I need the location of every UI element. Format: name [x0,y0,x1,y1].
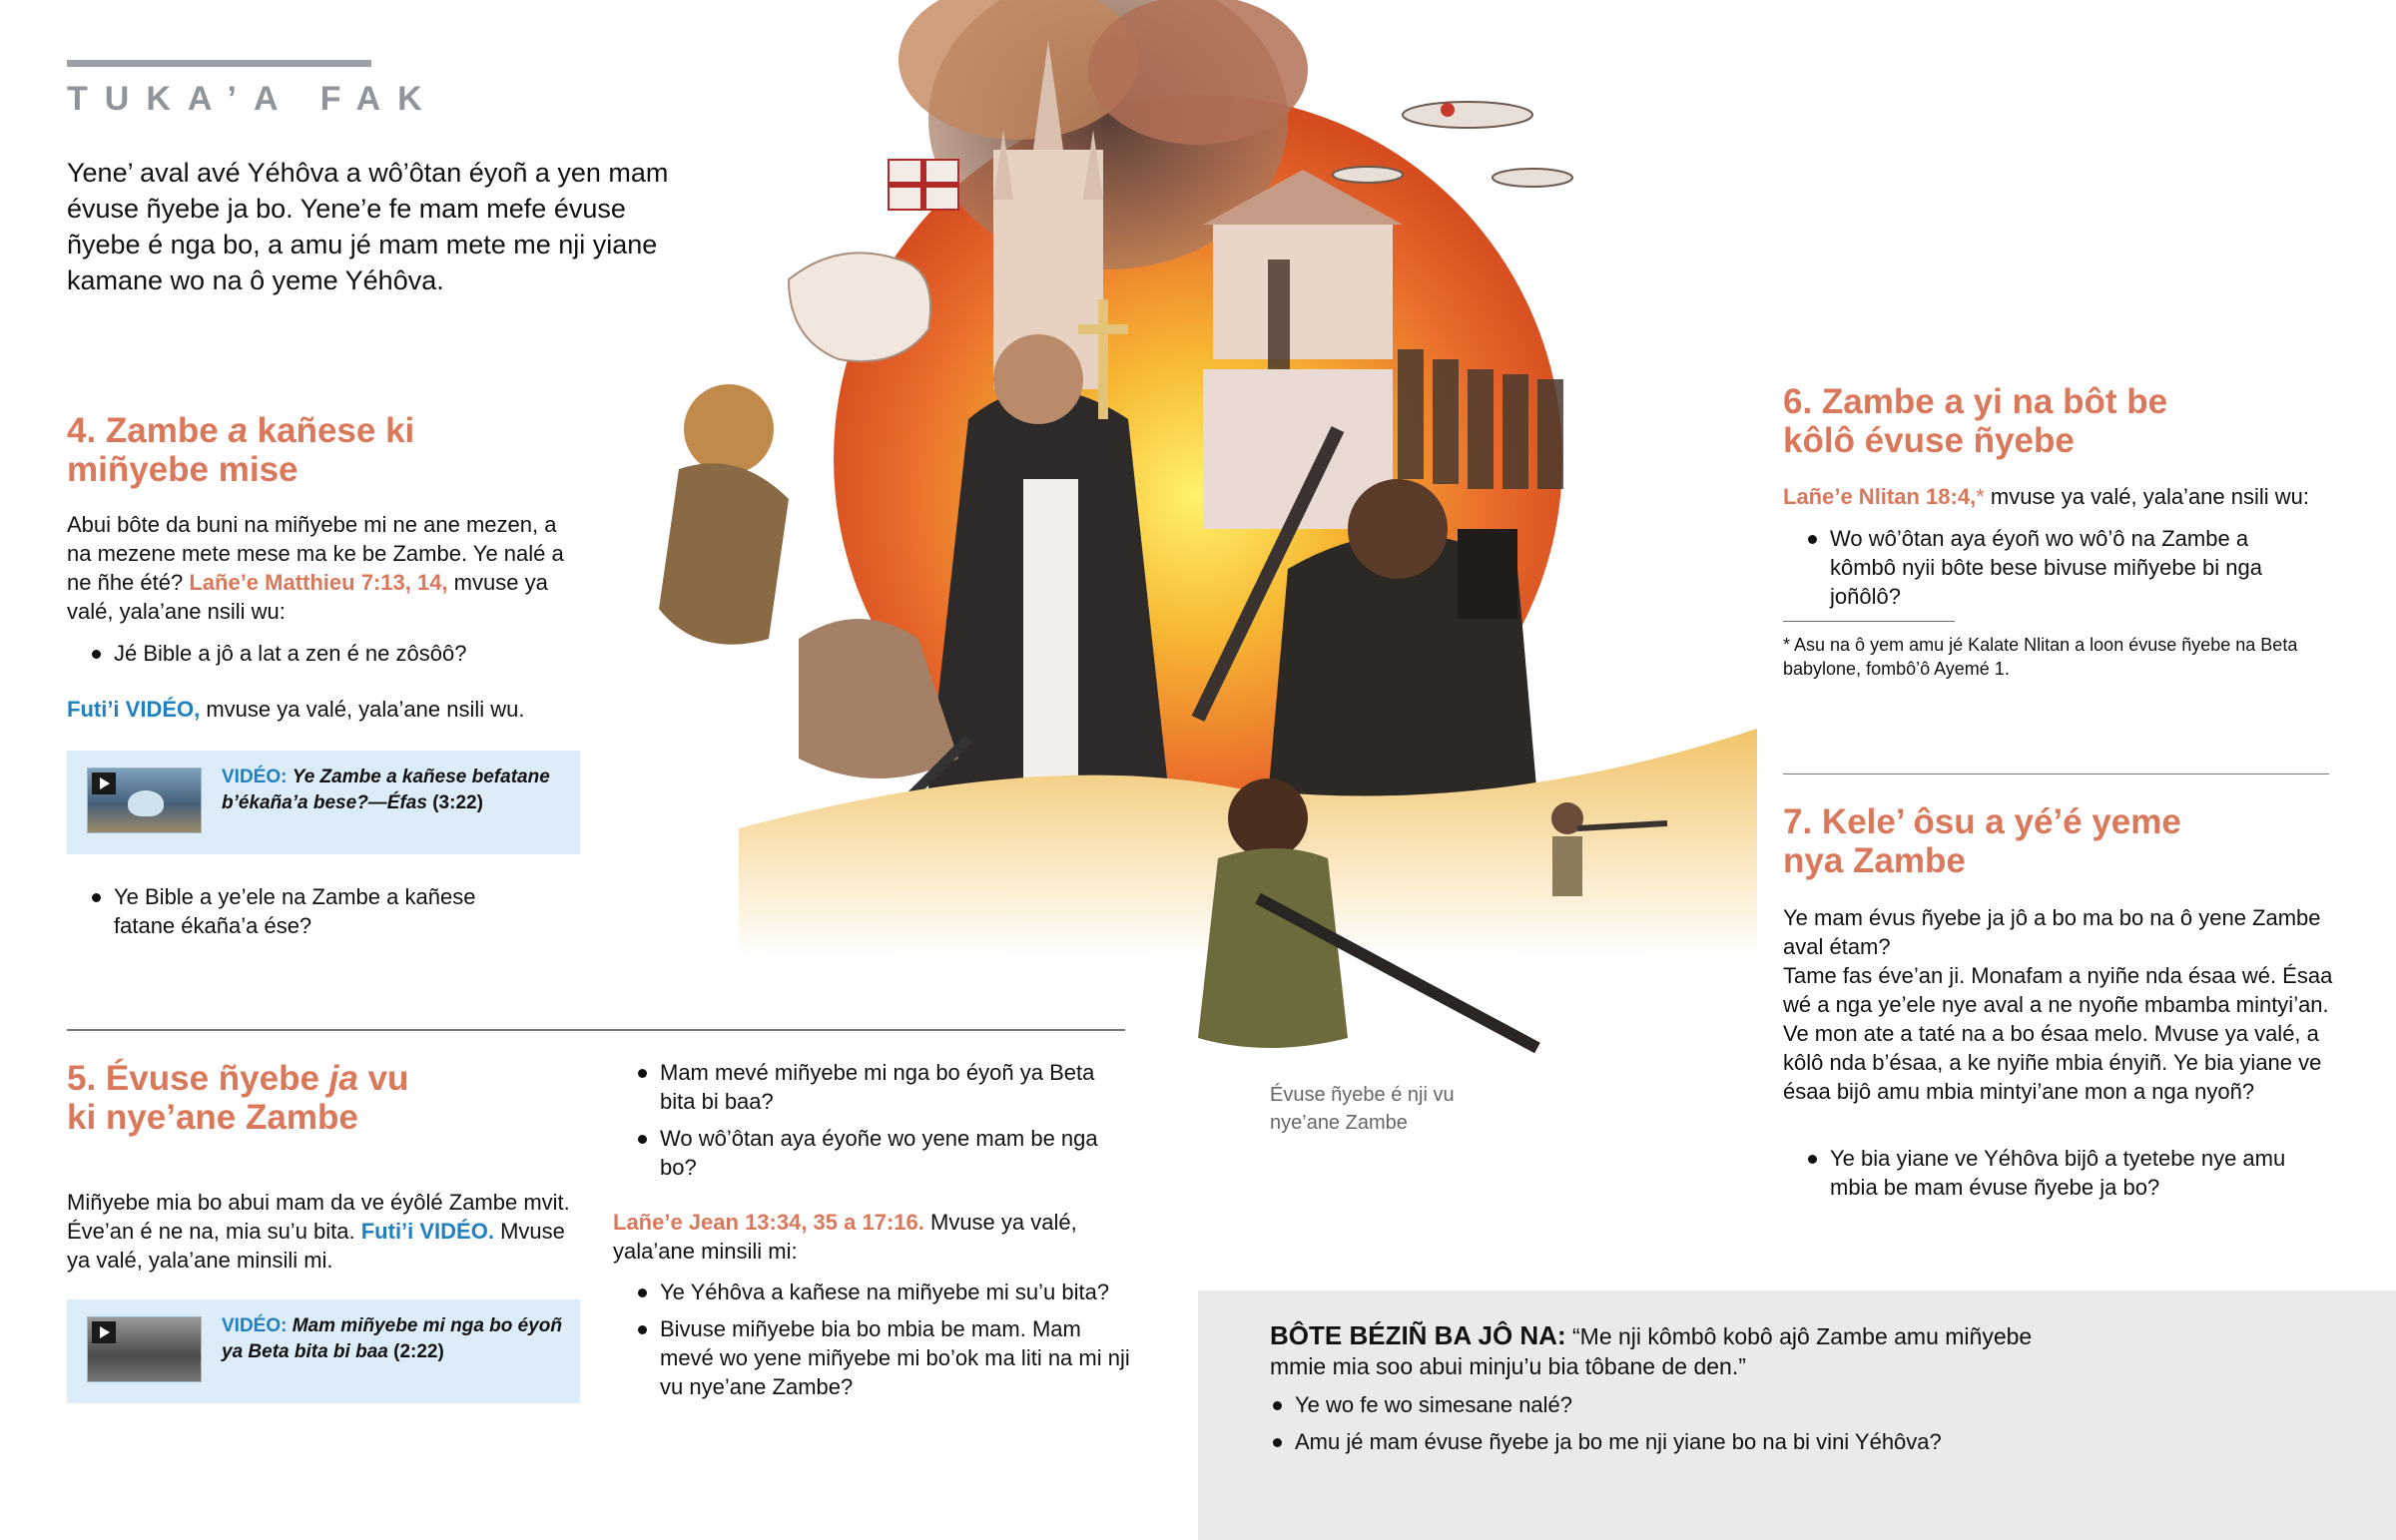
section-4-title-part: kañese ki [247,411,415,450]
section-7-title [1783,802,2181,880]
mushroom-cloud-icon [128,790,164,816]
section-5-scripture-link[interactable]: Lañe’e Jean 13:34, 35 a 17:16. [613,1210,924,1235]
intro-paragraph: Yene’ aval avé Yéhôva a wô’ôtan éyoñ a yen mam évuse ñyebe ja bo. Yene’e fe mam mefe évuse ñyebe é nga bo, a amu jé mam mete me nji yiane kamane wo na ô yeme Yéhôva. [67,158,669,295]
section-4-title-line2: miñyebe mise [67,450,299,489]
section-5-scripture-paragraph [613,1208,1132,1266]
section-5-bullet-2: Wo wô’ôtan aya éyoñe wo yene mam be nga bo? [613,1124,1132,1182]
section-5-bullet-4: Bivuse miñyebe bia bo mbia be mam. Mam mevé wo yene miñyebe mi bo’ok ma liti na mi nji vu nye’ane Zambe? [613,1314,1132,1401]
quote-text [1270,1320,2069,1381]
section-5-text-end: Mvuse ya valé, yala’ane minsili mi. [67,1219,565,1273]
video-caption [222,1313,566,1365]
section-4-bullet-1: Jé Bible a jô a lat a zen é ne zôsôô? [67,639,586,668]
quote-label: BÔTE BÉZIÑ BA JÔ NA: [1270,1320,1566,1350]
quote-bullet-2: Amu jé mam évuse ñyebe ja bo me nji yiane bo na bi vini Yéhôva? [1248,1427,2246,1456]
section-4-scripture-link[interactable]: Lañe’e Matthieu 7:13, 14, [189,570,448,595]
quote-bullets [1248,1390,2246,1464]
section-4-bullet-2: Ye Bible a ye’ele na Zambe a kañese fatane ékaña’a ése? [67,882,536,940]
quote-box [1198,1290,2396,1540]
religion-war-illustration [639,0,1767,1058]
section-7-title-line2: nya Zambe [1783,841,1966,880]
section-5-title-italic: ja [328,1059,358,1098]
section-4-title-part: 4. Zambe [67,411,229,450]
section-7-title-line1: 7. Kele’ ôsu a yé’é yeme [1783,802,2181,841]
section-6-title-line1: 6. Zambe a yi na bôt be [1783,382,2168,421]
play-icon[interactable] [92,1321,116,1343]
section-7-bullet-1: Ye bia yiane ve Yéhôva bijô a tyetebe nye amu mbia be mam évuse ñyebe ja bo? [1783,1144,2322,1202]
page-title: TUKA’A FAK [67,80,439,118]
section-6-paragraph [1783,482,2362,511]
footnote-divider [1783,621,1955,622]
section-4-bullets-2 [67,882,536,948]
section-5-scripture-text: Mvuse ya valé, yala’ane minsili mi: [613,1210,1077,1264]
section-4-paragraph [67,510,576,626]
section-5-col2-bullets [613,1058,1132,1190]
section-4-video-card[interactable] [67,751,580,854]
section-5-title-line2: ki nye’ane Zambe [67,1098,358,1137]
section-6-bullet-1: Wo wô’ôtan aya éyoñ wo wô’ô na Zambe a kômbô nyii bôte bese bivuse miñyebe bi nga joñôlô? [1783,524,2282,611]
section-4-title [67,411,414,489]
video-title: Ye Zambe a kañese befatane b’ékaña’a bese?—Éfas [222,767,550,813]
section-5-title-part: 5. Évuse ñyebe [67,1059,329,1098]
quote-body: “Me nji kômbô kobô ajô Zambe amu miñyebe mmie mia soo abui minju’u bia tôbane de den.” [1270,1323,2033,1379]
section-4-title-italic: a [228,411,248,450]
divider [1783,773,2329,774]
header-bar [67,60,371,67]
video-thumbnail[interactable] [87,1316,202,1382]
section-5-video-link[interactable]: Futi’i VIDÉO. [360,1219,494,1244]
section-5-title [67,1059,408,1137]
section-4-text-end: mvuse ya valé, yala’ane nsili wu: [67,570,548,624]
video-duration: (3:22) [432,792,483,813]
section-5-paragraph [67,1188,576,1275]
footnote-marker[interactable]: * [1976,484,1985,509]
section-7-bullets [1783,1144,2322,1210]
illustration-caption: Évuse ñyebe é nji vu nye’ane Zambe [1270,1084,1455,1134]
section-4-watch-text: mvuse ya valé, yala’ane nsili wu. [200,697,525,722]
video-label: VIDÉO: [222,1315,288,1336]
section-6-title-line2: kôlô évuse ñyebe [1783,421,2075,460]
section-4-video-link[interactable]: Futi’i VIDÉO, [67,697,201,722]
quote-bullet-1: Ye wo fe wo simesane nalé? [1248,1390,2246,1419]
section-7-paragraph: Ye mam évus ñyebe ja jô a bo ma bo na ô yene Zambe aval étam? Tame fas éve’an ji. Monafam a nyiñe nda ésaa wé. Ésaa wé a nga ye’ele nye aval a ne nyoñe mbamba mintyi’an. Ve mon ate a taté na a bo ésaa melo. Mvuse ya valé, a kôlô nda b’ésaa, a ke nyiñe mbia ényiñ. Ye bia yiane ve ésaa bijô amu mbia mintyi’ane mon a nga nyoñ? [1783,905,2333,1104]
section-6-text-end: mvuse ya valé, yala’ane nsili wu: [1984,484,2310,509]
video-thumbnail[interactable] [87,768,202,833]
section-5-video-card[interactable] [67,1299,580,1403]
section-4-watch-line [67,695,626,724]
section-6-bullets [1783,524,2282,619]
video-label: VIDÉO: [222,767,288,787]
divider [67,1029,1125,1031]
section-6-scripture-link[interactable]: Lañe’e Nlitan 18:4, [1783,484,1977,509]
section-5-title-part: vu [357,1059,409,1098]
video-title: Mam miñyebe mi nga bo éyoñ ya Beta bita bi baa [222,1315,563,1362]
footnote: * Asu na ô yem amu jé Kalate Nlitan a loon évuse ñyebe na Beta babylone, fombô’ô Ayemé 1. [1783,635,2298,679]
section-4-bullets [67,639,586,676]
section-4-text: Abui bôte da buni na miñyebe mi ne ane mezen, a na mezene mete mese ma ke be Zambe. Ye nalé a ne ñhe été? [67,512,564,595]
play-icon[interactable] [92,772,116,794]
section-5-bullet-1: Mam mevé miñyebe mi nga bo éyoñ ya Beta bita bi baa? [613,1058,1132,1116]
section-5-text: Miñyebe mia bo abui mam da ve éyôlé Zambe mvit. Éve’an é ne na, mia su’u bita. [67,1190,570,1244]
video-duration: (2:22) [393,1341,444,1362]
section-6-title [1783,382,2167,460]
section-5-col2-bullets-2 [613,1278,1132,1409]
section-5-bullet-3: Ye Yéhôva a kañese na miñyebe mi su’u bita? [613,1278,1132,1306]
video-caption [222,765,566,816]
